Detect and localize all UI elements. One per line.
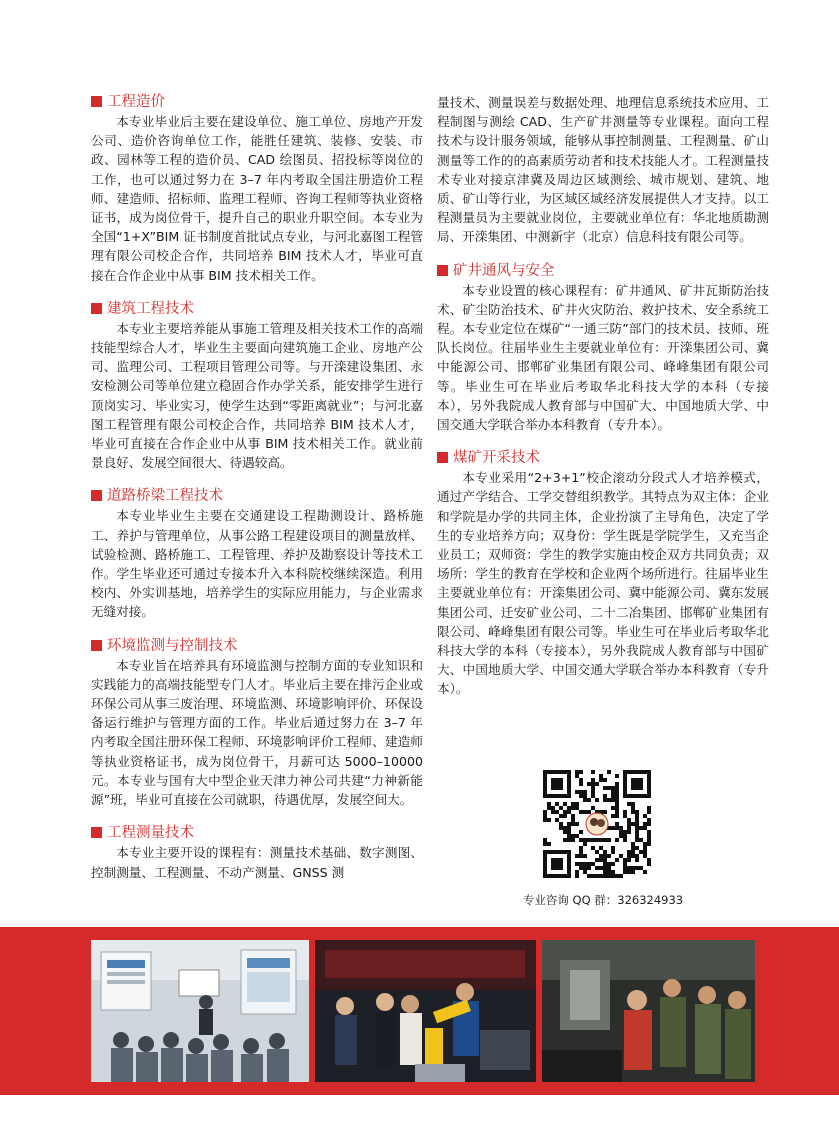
- section-title: 煤矿开采技术: [437, 448, 769, 468]
- section-title: 工程造价: [91, 92, 423, 112]
- red-square-bullet-icon: [91, 96, 102, 107]
- section-road-bridge: [91, 486, 423, 621]
- section-title: 工程测量技术: [91, 823, 423, 843]
- section-title: 环境监测与控制技术: [91, 636, 423, 656]
- section-surveying: [91, 823, 423, 881]
- classroom-lecture-photo: [91, 940, 309, 1082]
- section-title: 道路桥梁工程技术: [91, 486, 423, 506]
- left-column: [91, 92, 423, 896]
- red-square-bullet-icon: [437, 265, 448, 276]
- red-square-bullet-icon: [91, 303, 102, 314]
- section-body: 本专业设置的核心课程有：矿井通风、矿井瓦斯防治技术、矿尘防治技术、矿井火灾防治、救护技术、安全系统工程。本专业定位在煤矿“一通三防”部门的技术员、技师、班队长岗位。往届毕业生主要就业单位有：开滦集团公司、冀中能源公司、邯郸矿业集团有限公司、峰峰集团有限公司等。毕业生可在毕业后考取华北科技大学的本科（专接本），另外我院成人教育部与中国矿大、中国地质大学、中国交通大学联合举办本科教育（专升本）。: [437, 282, 769, 433]
- section-body: 本专业毕业后主要在建设单位、施工单位、房地产开发公司、造价咨询单位工作，能胜任建筑、装修、安装、市政、园林等工程的造价员、CAD 绘图员、招投标等岗位的工作，也可以通过努力在 3–7 年内考取全国注册造价工程师、建造师、招标师、监理工程师、咨询工程师等执业资格证书，成为岗位骨干，提升自己的职业升职空间。本专业为全国“1+X”BIM 证书制度首批试点专业，与河北嘉图工程管理有限公司校企合作，共同培养 BIM 技术人才，毕业可直接在合作企业中从事 BIM 技术相关工作。: [91, 114, 423, 283]
- section-body-continued: 量技术、测量误差与数据处理、地理信息系统技术应用、工程制图与测绘 CAD、生产矿井测量等专业课程。面向工程技术与设计服务领域，能够从事控制测量、工程测量、矿山测量等工作的的高素质劳动者和技术技能人才。工程测量技术专业对接京津冀及周边区域测绘、城市规划、建筑、地质、矿山等行业，为区域区域经济发展提供人才支持。以工程测量员为主要就业岗位，主要就业单位有：华北地质勘测局、开滦集团、中测新宇（北京）信息科技有限公司等。: [437, 95, 769, 245]
- right-column: [437, 93, 769, 713]
- robot-arm-lab-photo: [315, 940, 536, 1082]
- red-square-bullet-icon: [91, 640, 102, 651]
- section-environment: [91, 636, 423, 810]
- section-coal-mining: [437, 448, 769, 698]
- section-body: 本专业主要培养能从事施工管理及相关技术工作的高端技能型综合人才，毕业生主要面向建筑施工企业、房地产公司、监理公司、工程项目管理公司等。与开滦建设集团、永安检测公司等单位建立稳固合作办学关系，能安排学生进行顶岗实习、毕业实习，使学生达到“零距离就业”；与河北嘉图工程管理有限公司校企合作，共同培养 BIM 技术人才，毕业可直接在合作企业中从事 BIM 技术相关工作。就业前景良好、发展空间很大、待遇较高。: [91, 320, 423, 471]
- red-square-bullet-icon: [91, 490, 102, 501]
- section-title: 建筑工程技术: [91, 299, 423, 319]
- section-body: 本专业采用“2+3+1”校企滚动分段式人才培养模式，通过产学结合、工学交替组织教学。其特点为双主体：企业和学院是办学的共同主体，企业扮演了主导角色，决定了学生的专业培养方向；双身份：学生既是学院学生，又充当企业员工；双师资：学生的教学实施由校企双方共同负责；双场所：学生的教育在学校和企业两个场所进行。往届毕业生主要就业单位有：开滦集团公司、冀中能源公司、冀东发展集团公司、迁安矿业公司、二十二冶集团、邯郸矿业集团有限公司、峰峰集团有限公司等。毕业生可在毕业后考取华北科技大学的本科（专接本），另外我院成人教育部与中国矿大、中国地质大学、中国交通大学联合举办本科教育（专升本）。: [437, 470, 769, 697]
- section-body: 本专业毕业生主要在交通建设工程勘测设计、路桥施工、养护与管理单位，从事公路工程建设项目的测量放样、试验检测、路桥施工、工程管理、养护及勘察设计等技术工作。学生毕业还可通过专接本升入本科院校继续深造。利用校内、外实训基地，培养学生的实际应用能力，与企业需求无缝对接。: [91, 508, 423, 620]
- section-title: 矿井通风与安全: [437, 261, 769, 281]
- qr-code-icon: [539, 770, 655, 878]
- section-body: 本专业旨在培养具有环境监测与控制方面的专业知识和实践能力的高端技能型专门人才。毕业后主要在排污企业或环保公司从事三废治理、环境监测、环境影响评价、环保设备运行维护与管理方面的工作。毕业后通过努力在 3–7 年内考取全国注册环保工程师、环境影响评价工程师、建造师等执业资格证书，成为岗位骨干，月薪可达 5000–10000 元。本专业与国有大中型企业天津力神公司共建“力神新能源”班，毕业可直接在公司就职，待遇优厚，发展空间大。: [91, 657, 423, 808]
- red-square-bullet-icon: [437, 452, 448, 463]
- section-building-engineering: [91, 299, 423, 473]
- section-mine-ventilation: [437, 261, 769, 435]
- section-surveying-continued: [437, 93, 769, 247]
- mining-training-photo: [542, 940, 755, 1082]
- section-cost-engineering: [91, 92, 423, 285]
- section-body: 本专业主要开设的课程有：测量技术基础、数字测图、控制测量、工程测量、不动产测量、GNSS 测: [91, 845, 423, 880]
- red-square-bullet-icon: [91, 827, 102, 838]
- qq-group-caption: 专业咨询 QQ 群：326324933: [522, 893, 684, 907]
- qr-code-graphic: [539, 770, 655, 878]
